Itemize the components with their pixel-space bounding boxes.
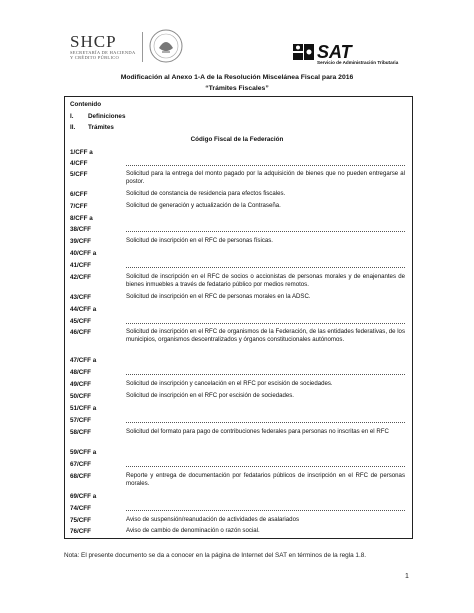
row-code: 68/CFF bbox=[70, 473, 91, 480]
shcp-subtitle-1: SECRETARÍA DE HACIENDA bbox=[70, 50, 136, 55]
row-desc: Solicitud de inscripción en el RFC de personas físicas. bbox=[126, 237, 273, 244]
row-desc: Solicitud de inscripción en el RFC por escisión de sociedades. bbox=[126, 392, 295, 399]
row-code: 4/CFF bbox=[70, 160, 88, 167]
section-title: Código Fiscal de la Federación bbox=[190, 136, 284, 143]
sat-logo bbox=[293, 44, 413, 66]
contents-item-num-1: I. bbox=[70, 113, 74, 120]
row-desc: Solicitud del formato para pago de contribuciones federales para personas no inscritas en el RFC bbox=[126, 428, 389, 435]
row-code: 47/CFF a bbox=[70, 357, 97, 364]
contents-heading: Contenido bbox=[70, 101, 102, 108]
row-code: 43/CFF bbox=[70, 294, 91, 301]
page-header bbox=[0, 0, 474, 70]
shcp-subtitle-2: Y CRÉDITO PÚBLICO bbox=[70, 55, 120, 60]
row-code: 76/CFF bbox=[70, 528, 91, 535]
row-code: 38/CFF bbox=[70, 226, 91, 233]
row-dots bbox=[126, 421, 405, 423]
row-dots bbox=[126, 465, 405, 467]
row-desc: Solicitud para la entrega del monto pagado por la adquisición de bienes que no pueden entregarse al postor. bbox=[126, 170, 405, 186]
contents-item-1: Definiciones bbox=[88, 113, 126, 120]
page-number: 1 bbox=[405, 573, 409, 580]
row-dots bbox=[126, 373, 405, 375]
row-dots bbox=[126, 266, 405, 268]
row-code: 5/CFF bbox=[70, 171, 88, 178]
row-code: 1/CFF a bbox=[70, 149, 93, 156]
row-desc: Aviso de suspensión/reanudación de actividades de asalariados bbox=[126, 516, 299, 523]
document-subtitle: “Trámites Fiscales” bbox=[205, 85, 269, 92]
row-code: 8/CFF a bbox=[70, 215, 93, 222]
row-code: 74/CFF bbox=[70, 505, 91, 512]
contents-item-2: Trámites bbox=[88, 124, 114, 131]
row-code: 69/CFF a bbox=[70, 493, 97, 500]
sat-subtitle: Servicio de Administración Tributaria bbox=[317, 60, 399, 65]
header-divider bbox=[142, 32, 143, 62]
row-code: 57/CFF bbox=[70, 417, 91, 424]
row-dots bbox=[126, 164, 405, 166]
row-desc: Solicitud de inscripción en el RFC de personas morales en la ADSC. bbox=[126, 293, 311, 300]
row-code: 67/CFF bbox=[70, 461, 91, 468]
row-desc: Reporte y entrega de documentación por fedatarios públicos de inscripción en el RFC de personas morales. bbox=[126, 472, 405, 488]
row-code: 48/CFF bbox=[70, 369, 91, 376]
sat-emblem-icon bbox=[293, 44, 315, 62]
row-code: 6/CFF bbox=[70, 191, 88, 198]
footer-note: Nota: El presente documento se da a conocer en la página de Internet del SAT en términos de la regla 1.8. bbox=[64, 552, 367, 559]
row-code: 40/CFF a bbox=[70, 250, 97, 257]
shcp-logo bbox=[70, 34, 140, 60]
row-code: 50/CFF bbox=[70, 393, 91, 400]
row-code: 59/CFF a bbox=[70, 449, 97, 456]
row-code: 51/CFF a bbox=[70, 405, 97, 412]
row-desc: Aviso de cambio de denominación o razón social. bbox=[126, 527, 260, 534]
row-desc: Solicitud de inscripción en el RFC de socios o accionistas de personas morales y de enajenantes de bienes inmuebles a través de fedatario público por medios remotos. bbox=[126, 273, 405, 289]
row-code: 44/CFF a bbox=[70, 306, 97, 313]
mexico-seal-icon bbox=[148, 28, 184, 64]
row-code: 58/CFF bbox=[70, 429, 91, 436]
row-code: 39/CFF bbox=[70, 238, 91, 245]
row-dots bbox=[126, 509, 405, 511]
row-dots bbox=[126, 322, 405, 324]
row-code: 41/CFF bbox=[70, 262, 91, 269]
row-code: 7/CFF bbox=[70, 203, 88, 210]
row-desc: Solicitud de inscripción y cancelación en el RFC por escisión de sociedades. bbox=[126, 380, 333, 387]
document-title: Modificación al Anexo 1-A de la Resolución Miscelánea Fiscal para 2016 bbox=[120, 74, 354, 81]
contents-item-num-2: II. bbox=[70, 124, 76, 131]
row-code: 45/CFF bbox=[70, 318, 91, 325]
shcp-name: SHCP bbox=[70, 32, 117, 51]
row-desc: Solicitud de constancia de residencia para efectos fiscales. bbox=[126, 190, 286, 197]
row-desc: Solicitud de generación y actualización de la Contraseña. bbox=[126, 202, 281, 209]
row-code: 42/CFF bbox=[70, 274, 91, 281]
row-code: 46/CFF bbox=[70, 329, 91, 336]
row-code: 75/CFF bbox=[70, 517, 91, 524]
row-code: 49/CFF bbox=[70, 381, 91, 388]
row-desc: Solicitud de inscripción en el RFC de organismos de la Federación, de las entidades federativas, de los municipios, organismos descentralizados y órganos constitucionales autónomos. bbox=[126, 328, 405, 344]
row-dots bbox=[126, 230, 405, 232]
sat-name: SAT bbox=[317, 42, 352, 62]
